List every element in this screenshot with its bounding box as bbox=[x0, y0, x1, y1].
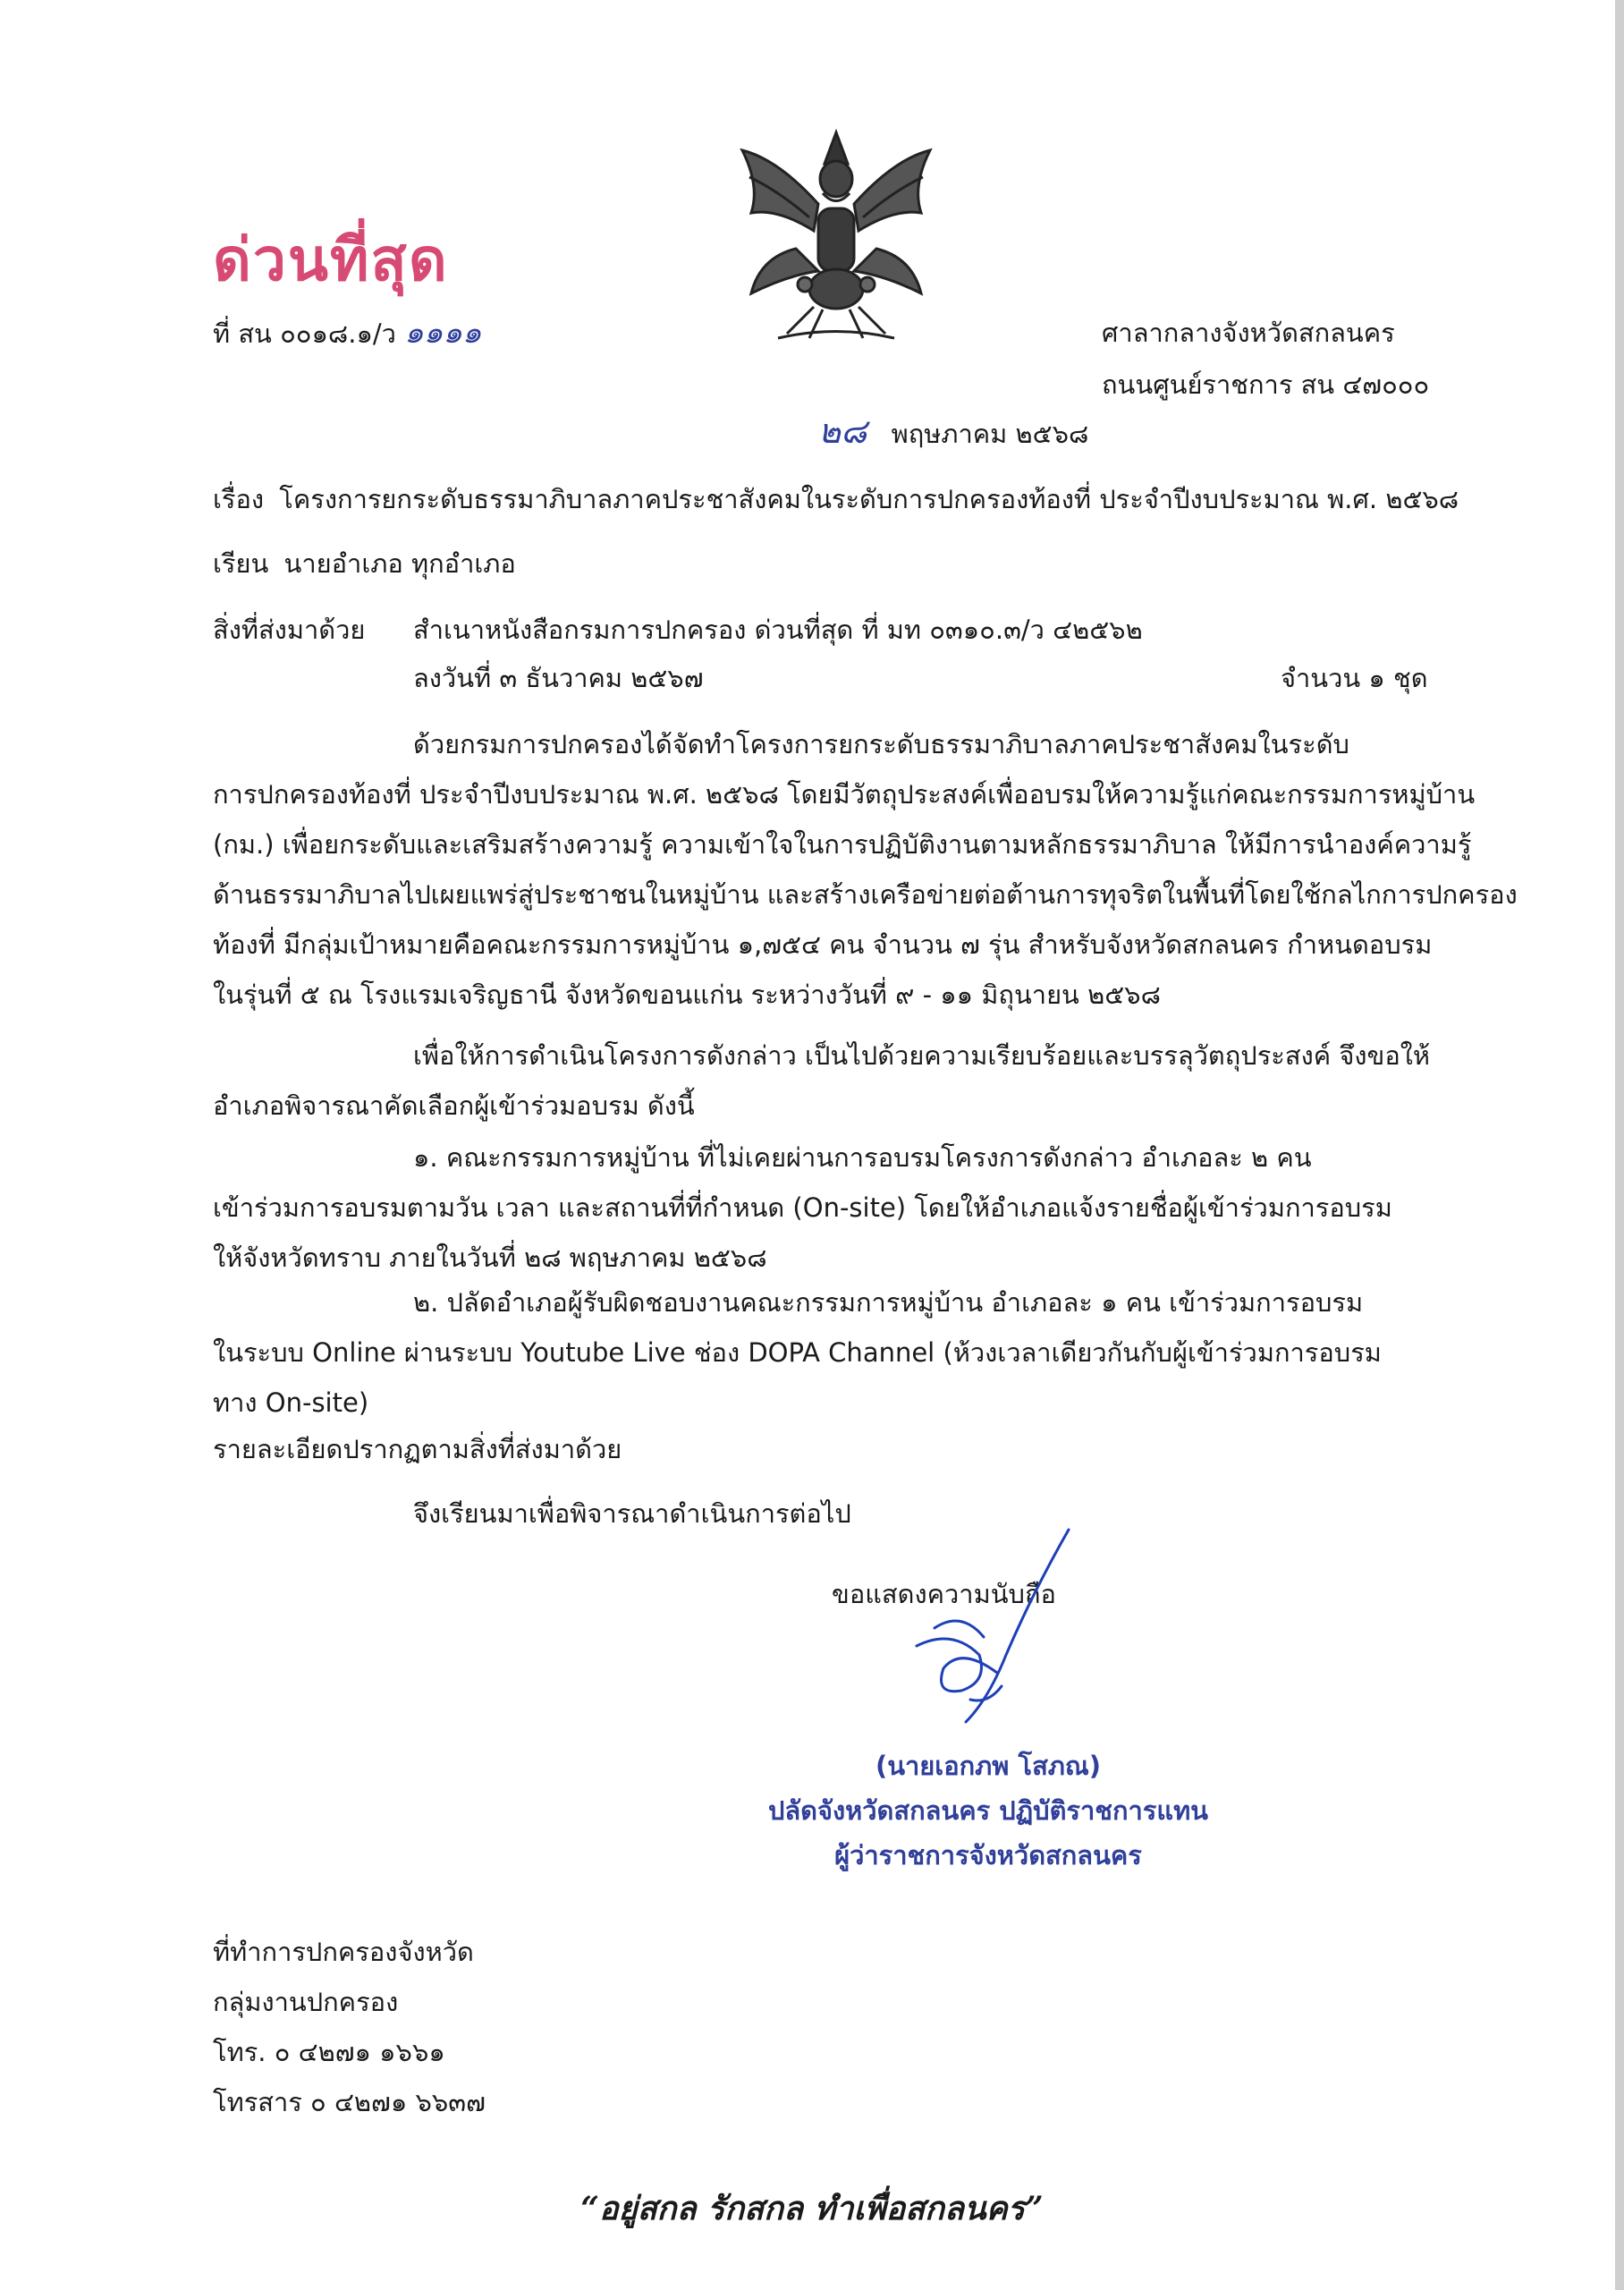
date-month-year: พฤษภาคม ๒๕๖๘ bbox=[891, 419, 1089, 449]
paragraph-line: ๑. คณะกรรมการหมู่บ้าน ที่ไม่เคยผ่านการอบรมโครงการดังกล่าว อำเภอละ ๒ คน bbox=[413, 1142, 1312, 1173]
addressee-line bbox=[213, 546, 516, 581]
paragraph-line: ด้วยกรมการปกครองได้จัดทำโครงการยกระดับธรรมาภิบาลภาคประชาสังคมในระดับ bbox=[413, 729, 1349, 759]
salutation: ขอแสดงความนับถือ bbox=[832, 1579, 1056, 1609]
document-date bbox=[818, 413, 1088, 452]
footer-department: ที่ทำการปกครองจังหวัด bbox=[213, 1937, 474, 1967]
paragraph-line: (กม.) เพื่อยกระดับและเสริมสร้างความรู้ ความเข้าใจในการปฏิบัติงานตามหลักธรรมาภิบาล ให้มีการนำองค์ความรู้ bbox=[213, 829, 1472, 860]
handwritten-signature bbox=[881, 1521, 1113, 1735]
subject-label: เรื่อง bbox=[213, 484, 265, 514]
province-slogan: “อยู่สกล รักสกล ทำเพื่อสกลนคร” bbox=[580, 2190, 1044, 2227]
enclosure-quantity: จำนวน ๑ ชุด bbox=[1281, 663, 1428, 693]
footer-section: กลุ่มงานปกครอง bbox=[213, 1987, 399, 2017]
details-note: รายละเอียดปรากฏตามสิ่งที่ส่งมาด้วย bbox=[213, 1434, 622, 1464]
paragraph-line: การปกครองท้องที่ ประจำปีงบประมาณ พ.ศ. ๒๕๖๘ โดยมีวัตถุประสงค์เพื่ออบรมให้ความรู้แก่คณะกรรมการหมู่บ้าน bbox=[213, 779, 1476, 810]
subject-text: โครงการยกระดับธรรมาภิบาลภาคประชาสังคมในระดับการปกครองท้องที่ ประจำปีงบประมาณ พ.ศ. ๒๕๖๘ bbox=[279, 484, 1459, 514]
signatory-name: (นายเอกภพ โสภณ) bbox=[875, 1751, 1102, 1781]
enclosure-line1: สำเนาหนังสือกรมการปกครอง ด่วนที่สุด ที่ มท ๐๓๑๐.๓/ว ๔๒๕๖๒ bbox=[413, 615, 1143, 645]
signatory-position-1: ปลัดจังหวัดสกลนคร ปฏิบัติราชการแทน bbox=[767, 1795, 1209, 1826]
subject-line bbox=[213, 481, 1459, 517]
list-item-1 bbox=[213, 1132, 1456, 1283]
date-day-handwritten: ๒๘ bbox=[818, 411, 867, 451]
paragraph-line: ในรุ่นที่ ๕ ณ โรงแรมเจริญธานี จังหวัดขอนแก่น ระหว่างวันที่ ๙ - ๑๑ มิถุนายน ๒๕๖๘ bbox=[213, 980, 1161, 1010]
office-address-line2: ถนนศูนย์ราชการ สน ๔๗๐๐๐ bbox=[1102, 369, 1430, 400]
office-address-line1: ศาลากลางจังหวัดสกลนคร bbox=[1102, 318, 1395, 348]
paragraph-line: อำเภอพิจารณาคัดเลือกผู้เข้าร่วมอบรม ดังนี้ bbox=[213, 1090, 695, 1121]
paragraph-line: เข้าร่วมการอบรมตามวัน เวลา และสถานที่ที่กำหนด (On-site) โดยให้อำเภอแจ้งรายชื่อผู้เข้าร่วมการอบรม bbox=[213, 1192, 1392, 1223]
paragraph-line: ๒. ปลัดอำเภอผู้รับผิดชอบงานคณะกรรมการหมู่บ้าน อำเภอละ ๑ คน เข้าร่วมการอบรม bbox=[413, 1287, 1364, 1318]
reference-handwritten: ๑๑๑๑ bbox=[404, 315, 482, 351]
scan-edge bbox=[1615, 0, 1624, 2290]
footer-telephone: โทร. ๐ ๔๒๗๑ ๑๖๖๑ bbox=[213, 2037, 445, 2067]
reference-number bbox=[213, 315, 482, 352]
reference-prefix: ที่ สน ๐๐๑๘.๑/ว bbox=[213, 318, 396, 349]
addressee-label: เรียน bbox=[213, 548, 269, 579]
closing-sentence: จึงเรียนมาเพื่อพิจารณาดำเนินการต่อไป bbox=[413, 1498, 851, 1529]
enclosure-line2: ลงวันที่ ๓ ธันวาคม ๒๕๖๗ bbox=[413, 663, 704, 693]
addressee-text: นายอำเภอ ทุกอำเภอ bbox=[283, 548, 516, 579]
paragraph-line: ในระบบ Online ผ่านระบบ Youtube Live ช่อง DOPA Channel (ห้วงเวลาเดียวกันกับผู้เข้าร่วมการอบรม bbox=[213, 1337, 1382, 1368]
list-item-2 bbox=[213, 1277, 1456, 1428]
garuda-emblem-icon bbox=[724, 123, 948, 347]
paragraph-line: ท้องที่ มีกลุ่มเป้าหมายคือคณะกรรมการหมู่บ้าน ๑,๗๕๔ คน จำนวน ๗ รุ่น สำหรับจังหวัดสกลนคร กำหนดอบรม bbox=[213, 929, 1433, 960]
signatory-position-2: ผู้ว่าราชการจังหวัดสกลนคร bbox=[834, 1840, 1142, 1870]
paragraph-line: เพื่อให้การดำเนินโครงการดังกล่าว เป็นไปด้วยความเรียบร้อยและบรรลุวัตถุประสงค์ จึงขอให้ bbox=[413, 1040, 1431, 1071]
enclosure-label: สิ่งที่ส่งมาด้วย bbox=[213, 615, 366, 645]
paragraph-line: ให้จังหวัดทราบ ภายในวันที่ ๒๘ พฤษภาคม ๒๕๖๘ bbox=[213, 1243, 767, 1273]
paragraph-line: ทาง On-site) bbox=[213, 1387, 369, 1418]
footer-fax: โทรสาร ๐ ๔๒๗๑ ๖๖๓๗ bbox=[213, 2087, 486, 2117]
body-paragraph-1 bbox=[213, 719, 1518, 1020]
body-paragraph-2 bbox=[213, 1030, 1456, 1131]
urgent-stamp: ด่วนที่สุด bbox=[213, 225, 449, 294]
paragraph-line: ด้านธรรมาภิบาลไปเผยแพร่สู่ประชาชนในหมู่บ้าน และสร้างเครือข่ายต่อต้านการทุจริตในพื้นที่โดยใช้กลไกการปกครอง bbox=[213, 879, 1518, 910]
